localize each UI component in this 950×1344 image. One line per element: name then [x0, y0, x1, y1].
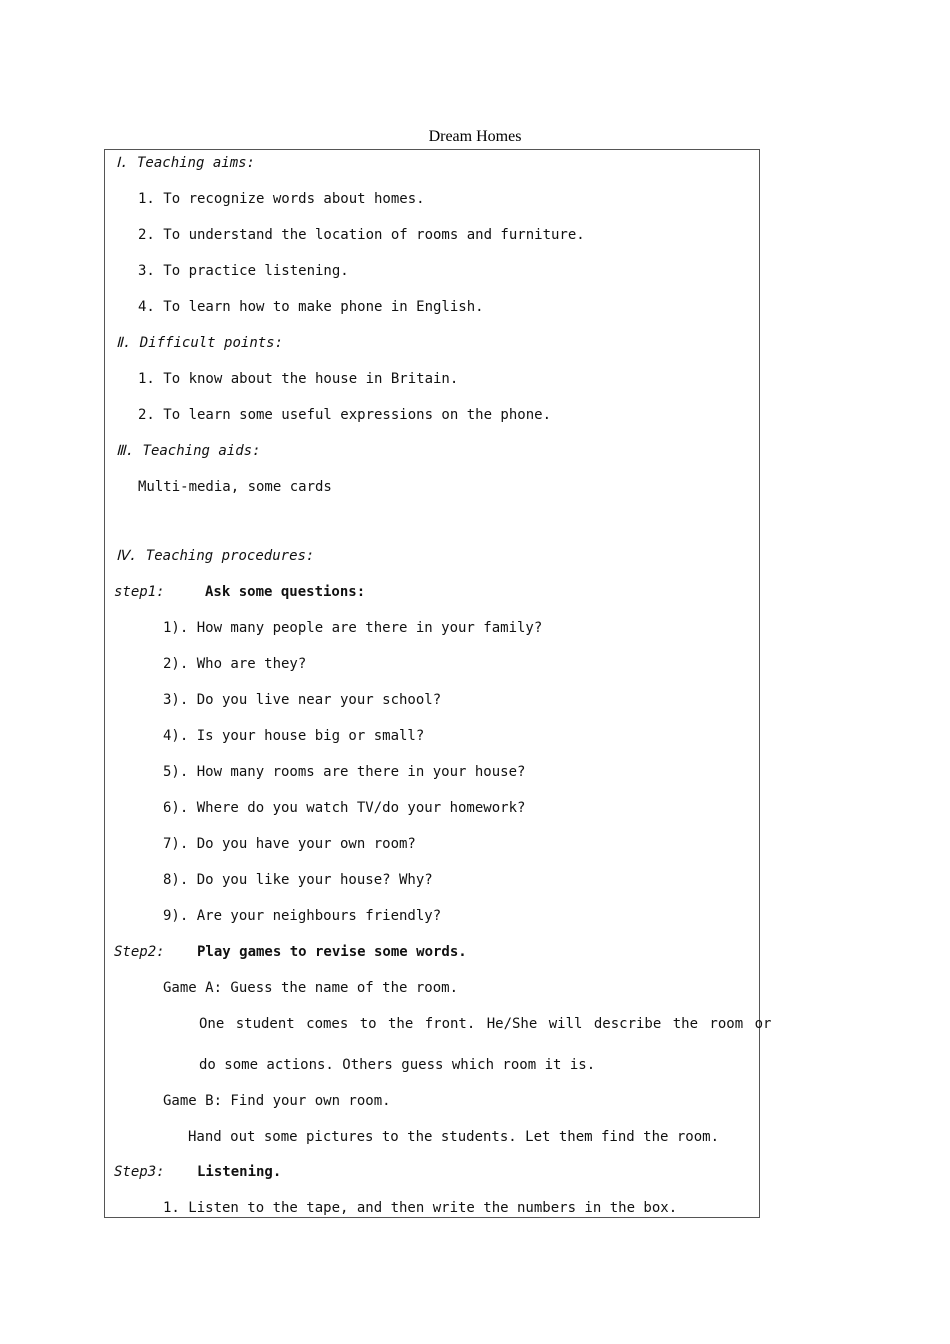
aim-item: 3. To practice listening. [138, 263, 349, 279]
question-item: 4). Is your house big or small? [163, 728, 425, 744]
question-item: 5). How many rooms are there in your house? [163, 764, 526, 780]
step1-label: step1: [114, 584, 165, 600]
listening-item: 1. Listen to the tape, and then write the numbers in the box. [163, 1200, 678, 1216]
question-item: 6). Where do you watch TV/do your homework? [163, 800, 526, 816]
teaching-aids-text: Multi-media, some cards [138, 479, 332, 495]
game-a-title: Game A: Guess the name of the room. [163, 980, 459, 996]
step2-text: Play games to revise some words. [197, 944, 467, 960]
section-heading-difficult-points: Ⅱ. Difficult points: [116, 335, 284, 351]
question-item: 3). Do you live near your school? [163, 692, 442, 708]
game-b-title: Game B: Find your own room. [163, 1093, 391, 1109]
game-a-description: One student comes to the front. He/She will describe the room or [199, 1016, 772, 1032]
step2-label: Step2: [114, 944, 165, 960]
game-a-description: do some actions. Others guess which room it is. [199, 1057, 596, 1073]
question-item: 9). Are your neighbours friendly? [163, 908, 442, 924]
section-heading-teaching-aims: Ⅰ. Teaching aims: [116, 155, 255, 171]
step1-text: Ask some questions: [205, 584, 366, 600]
difficult-item: 2. To learn some useful expressions on the phone. [138, 407, 552, 423]
question-item: 7). Do you have your own room? [163, 836, 416, 852]
game-b-description: Hand out some pictures to the students. Let them find the room. [188, 1129, 720, 1145]
document-title: Dream Homes [428, 128, 522, 145]
question-item: 1). How many people are there in your family? [163, 620, 543, 636]
aim-item: 1. To recognize words about homes. [138, 191, 425, 207]
aim-item: 4. To learn how to make phone in English. [138, 299, 484, 315]
question-item: 2). Who are they? [163, 656, 307, 672]
aim-item: 2. To understand the location of rooms and furniture. [138, 227, 585, 243]
question-item: 8). Do you like your house? Why? [163, 872, 433, 888]
section-heading-teaching-procedures: Ⅳ. Teaching procedures: [116, 548, 315, 564]
difficult-item: 1. To know about the house in Britain. [138, 371, 459, 387]
step3-text: Listening. [197, 1164, 282, 1180]
section-heading-teaching-aids: Ⅲ. Teaching aids: [116, 443, 261, 459]
step3-label: Step3: [114, 1164, 165, 1180]
